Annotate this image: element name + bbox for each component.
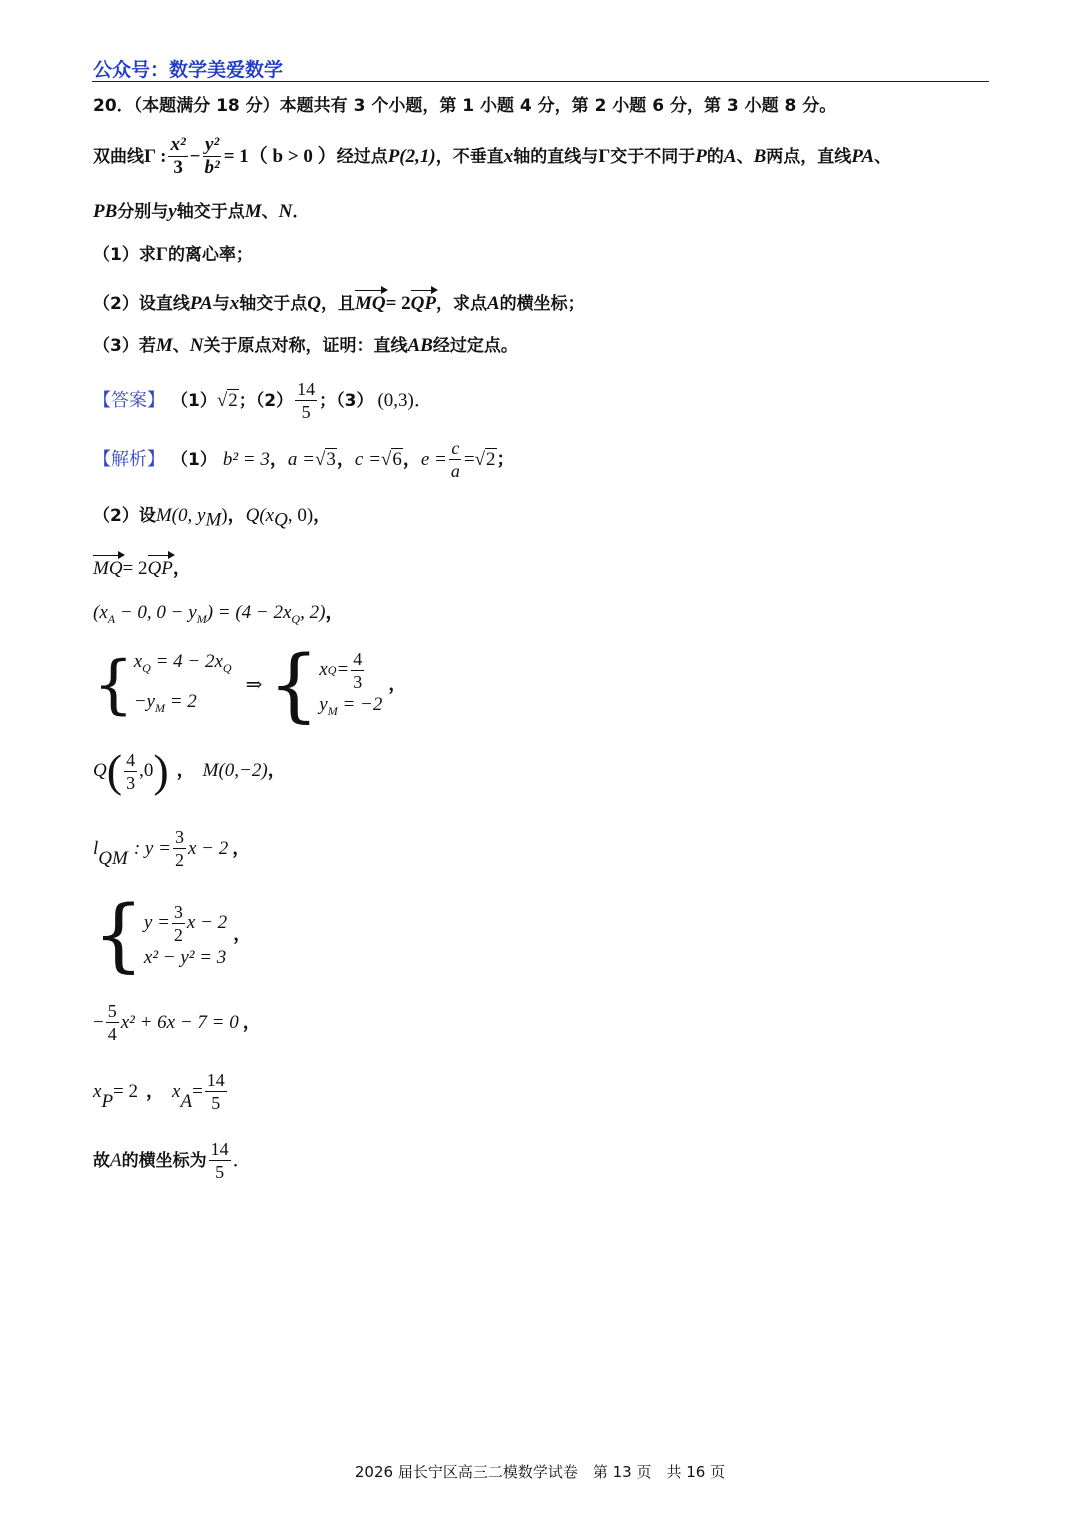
c-eq: c = bbox=[354, 448, 381, 470]
radicand: 2 bbox=[228, 389, 238, 411]
q2-text: ，且 bbox=[320, 294, 355, 314]
q3-text: 经过定点。 bbox=[432, 336, 518, 356]
paren: , 0) bbox=[287, 505, 314, 526]
a-eq: a = bbox=[287, 448, 315, 470]
q3-label: （3）若 bbox=[93, 336, 156, 356]
frac-num: c bbox=[451, 438, 460, 458]
subscript: Q bbox=[142, 661, 151, 675]
fixed-point: (0,3) bbox=[377, 389, 414, 411]
fraction bbox=[351, 648, 364, 693]
header-rule bbox=[92, 81, 989, 82]
sqrt-expr: √3 bbox=[314, 448, 336, 470]
q2-text: 与 bbox=[212, 294, 230, 314]
q3-n: N bbox=[189, 335, 204, 356]
expr: , 2) bbox=[300, 602, 326, 623]
expr: ,0 bbox=[139, 760, 154, 781]
expr: = bbox=[336, 659, 350, 681]
gamma-symbol: Γ bbox=[598, 145, 611, 167]
comma: ， bbox=[242, 1011, 261, 1033]
p-var: P bbox=[695, 145, 707, 167]
separator: 、 bbox=[261, 202, 279, 222]
e-fraction bbox=[449, 437, 462, 482]
period: ． bbox=[232, 1149, 252, 1171]
expr: = 4 − 2x bbox=[150, 651, 223, 673]
stem-text: 两点，直线 bbox=[766, 146, 852, 167]
sqrt-expr: √2 bbox=[216, 389, 238, 411]
subscript: Q bbox=[222, 661, 232, 675]
part-label: （2）设 bbox=[93, 506, 156, 526]
problem-stem-line1 bbox=[93, 134, 891, 179]
frac-num: 5 bbox=[107, 1001, 117, 1021]
expr: x bbox=[172, 1080, 181, 1102]
pb-line: PB bbox=[93, 201, 118, 222]
comma: ， bbox=[269, 448, 288, 470]
eq-y-frac bbox=[203, 134, 222, 179]
equals: = 2 bbox=[122, 558, 148, 579]
conclusion bbox=[93, 1138, 252, 1183]
frac-den: 4 bbox=[107, 1024, 117, 1044]
analysis-line1 bbox=[93, 437, 515, 482]
comma: ， bbox=[172, 558, 191, 579]
page-footer: 2026 届长宁区高三二模数学试卷 第 13 页 共 16 页 bbox=[354, 1463, 726, 1481]
comma: ， bbox=[227, 505, 246, 526]
analysis-tag: 【解析】 bbox=[93, 448, 165, 470]
question-2 bbox=[93, 288, 585, 316]
expr: = 2 bbox=[164, 691, 197, 712]
stem-text: 轴的直线与 bbox=[513, 146, 599, 167]
paren-open: ( bbox=[106, 745, 123, 796]
m-var: M bbox=[244, 201, 262, 222]
eq-x-frac bbox=[168, 134, 187, 179]
brace: { bbox=[93, 648, 134, 722]
q2-label: （2）设直线 bbox=[93, 294, 190, 314]
fraction bbox=[106, 1000, 119, 1045]
e-eq: e = bbox=[420, 448, 447, 470]
vector-mq: MQ bbox=[355, 288, 386, 316]
eq-minus: − bbox=[189, 145, 201, 167]
roots bbox=[93, 1069, 229, 1114]
analysis-part: （1） bbox=[171, 449, 217, 470]
line-qm bbox=[93, 826, 250, 871]
comma: ， bbox=[388, 674, 407, 695]
q2-eq: = 2 bbox=[385, 293, 411, 314]
answer-part: ；（3） bbox=[319, 390, 374, 411]
frac-den: 3 bbox=[126, 772, 136, 793]
system bbox=[93, 888, 252, 981]
radicand: 2 bbox=[486, 448, 496, 470]
frac-num: 14 bbox=[206, 1070, 225, 1090]
eq-y-den: b² bbox=[204, 157, 220, 178]
eq-y-num: y² bbox=[205, 134, 220, 155]
radicand: 3 bbox=[326, 448, 336, 470]
q2-x: x bbox=[229, 293, 240, 314]
subscript: Q bbox=[291, 611, 301, 626]
answer-fraction bbox=[295, 378, 317, 423]
comma: ， bbox=[336, 448, 355, 470]
sqrt-expr: √6 bbox=[380, 448, 402, 470]
q2-pa: PA bbox=[189, 293, 213, 314]
account-header: 公众号：数学美爱数学 bbox=[93, 59, 284, 81]
subscript: A bbox=[180, 1091, 193, 1112]
text: 故 bbox=[93, 1150, 110, 1171]
frac-den: 2 bbox=[173, 924, 183, 945]
q1-gamma: Γ bbox=[155, 244, 168, 265]
brace: { bbox=[93, 888, 144, 981]
separator: 、 bbox=[736, 146, 754, 167]
point-q: Q bbox=[93, 760, 107, 781]
b-var: B bbox=[753, 145, 767, 167]
coordinate-equation bbox=[93, 600, 344, 631]
comma: ， bbox=[402, 448, 421, 470]
q3-text: 关于原点对称，证明：直线 bbox=[203, 336, 408, 356]
system-3 bbox=[93, 888, 252, 981]
stem-end: ． bbox=[292, 202, 310, 222]
system-1 bbox=[93, 638, 407, 731]
vector-mq: MQ bbox=[93, 553, 123, 581]
analysis-part2 bbox=[93, 504, 331, 533]
a-var: A bbox=[723, 145, 737, 167]
subscript: Q bbox=[327, 663, 337, 678]
frac-den: 5 bbox=[211, 1093, 221, 1113]
expr: = 2 bbox=[113, 1080, 139, 1102]
answer-end: ． bbox=[413, 389, 433, 411]
comma: ， bbox=[325, 601, 345, 623]
expr: ) = (4 − 2x bbox=[206, 602, 292, 623]
system-solve bbox=[93, 638, 407, 731]
x-var: x bbox=[503, 145, 514, 167]
stem-text: 交于不同于 bbox=[610, 146, 696, 167]
answer-part: （1） bbox=[171, 390, 217, 411]
separator: 、 bbox=[874, 146, 892, 167]
subscript: M bbox=[196, 611, 207, 626]
paren-close: ) bbox=[153, 745, 169, 796]
q1-label: （1）求 bbox=[93, 245, 156, 265]
vector-qp: QP bbox=[148, 553, 173, 581]
point-m: M(0,−2) bbox=[202, 760, 268, 781]
subscript: A bbox=[107, 611, 116, 626]
comma: ， bbox=[233, 924, 252, 945]
expr: −y bbox=[133, 691, 155, 712]
system-row bbox=[134, 690, 232, 720]
system-rows bbox=[144, 901, 227, 970]
n-var: N bbox=[278, 201, 293, 222]
subscript: QM bbox=[98, 848, 128, 869]
problem-heading: 20．（本题满分 18 分）本题共有 3 个小题，第 1 小题 4 分，第 2 小题 6 分，第 3 小题 8 分。 bbox=[93, 96, 837, 116]
subscript: M bbox=[154, 700, 165, 715]
frac-den: 5 bbox=[215, 1162, 225, 1182]
frac-den: 2 bbox=[174, 850, 184, 870]
q2-text: 轴交于点 bbox=[239, 294, 308, 314]
points-qm bbox=[93, 745, 286, 796]
semicolon: ； bbox=[496, 448, 515, 470]
expr: x − 2 bbox=[186, 912, 228, 933]
fraction bbox=[205, 1069, 227, 1114]
frac-num: 3 bbox=[173, 901, 183, 922]
subscript: Q bbox=[274, 509, 288, 531]
expr: x bbox=[319, 659, 328, 681]
system-row: x² − y² = 3 bbox=[143, 946, 227, 968]
a-var: A bbox=[110, 1149, 122, 1171]
expr: x² + 6x − 7 = 0 bbox=[120, 1011, 239, 1033]
stem-text: 双曲线 bbox=[93, 146, 144, 167]
expr: = bbox=[192, 1080, 203, 1102]
problem-stem-line2 bbox=[93, 200, 309, 224]
frac-num: 3 bbox=[174, 827, 184, 847]
frac-num: 14 bbox=[210, 1139, 229, 1159]
q2-text: ，求点 bbox=[435, 294, 487, 314]
q3-m: M bbox=[155, 335, 173, 356]
frac-den: a bbox=[450, 461, 460, 481]
system-row bbox=[319, 693, 382, 723]
expr: y = bbox=[143, 912, 170, 933]
text: 的横坐标为 bbox=[121, 1150, 207, 1171]
point-p: P(2,1) bbox=[387, 145, 436, 167]
separator: 、 bbox=[172, 336, 190, 356]
comma: ， bbox=[267, 760, 286, 781]
eq-rhs: = 1 bbox=[223, 145, 249, 167]
point-m: M(0, y bbox=[155, 505, 206, 526]
expr: x − 2 bbox=[187, 837, 229, 859]
eq-x-num: x² bbox=[170, 134, 186, 155]
system-rows bbox=[319, 648, 382, 723]
expr: − 0, 0 − y bbox=[115, 602, 197, 623]
system-row bbox=[319, 648, 382, 693]
equals: = bbox=[463, 448, 475, 470]
brace: { bbox=[268, 638, 320, 731]
subscript: P bbox=[101, 1091, 114, 1112]
subscript: M bbox=[205, 509, 222, 531]
stem-text: ，不垂直 bbox=[435, 146, 504, 167]
expr: : y = bbox=[133, 837, 171, 859]
expr: l bbox=[93, 837, 99, 859]
eq-condition: （ b > 0 ） bbox=[248, 145, 337, 167]
question-3 bbox=[93, 334, 518, 358]
q2-text: 的横坐标； bbox=[499, 294, 585, 314]
system-rows bbox=[134, 650, 232, 720]
fraction bbox=[173, 826, 186, 871]
stem-text: 轴交于点 bbox=[176, 202, 245, 222]
q3-ab: AB bbox=[407, 335, 433, 356]
comma: ， bbox=[176, 760, 195, 781]
y-var: y bbox=[168, 201, 177, 222]
comma: ， bbox=[232, 837, 251, 859]
fraction bbox=[124, 749, 137, 794]
fraction bbox=[209, 1138, 231, 1183]
sqrt-expr: √2 bbox=[474, 448, 496, 470]
q2-q: Q bbox=[307, 293, 321, 314]
vector-equation bbox=[93, 553, 191, 581]
comma: ， bbox=[313, 505, 332, 526]
frac-num: 4 bbox=[353, 648, 363, 669]
expr: y bbox=[319, 693, 328, 715]
frac-num: 14 bbox=[297, 379, 316, 399]
q2-a: A bbox=[486, 293, 500, 314]
system-row bbox=[144, 901, 227, 946]
vector-qp: QP bbox=[411, 288, 436, 316]
quadratic bbox=[93, 1000, 261, 1045]
stem-text: 的 bbox=[706, 146, 724, 167]
answer-tag: 【答案】 bbox=[93, 389, 165, 411]
b-squared: b² = 3 bbox=[222, 448, 270, 470]
q1-text: 的离心率； bbox=[167, 245, 253, 265]
implies-symbol: ⇒ bbox=[245, 674, 263, 696]
stem-text: 分别与 bbox=[117, 202, 169, 222]
minus: − bbox=[93, 1011, 104, 1033]
question-1 bbox=[93, 243, 253, 267]
radicand: 6 bbox=[392, 448, 402, 470]
comma: ， bbox=[146, 1080, 165, 1102]
pa-line: PA bbox=[851, 145, 875, 167]
eq-x-den: 3 bbox=[173, 157, 183, 178]
expr: (x bbox=[93, 602, 108, 623]
fraction bbox=[172, 901, 185, 946]
system-row bbox=[134, 650, 232, 680]
frac-den: 5 bbox=[301, 402, 311, 422]
expr: x bbox=[133, 651, 143, 673]
point-q: Q(x bbox=[245, 505, 275, 526]
expr: x bbox=[93, 1080, 102, 1102]
answer-line bbox=[93, 378, 433, 423]
paren: ) bbox=[221, 505, 228, 526]
answer-part: ；（2） bbox=[238, 390, 294, 411]
stem-text: 经过点 bbox=[336, 146, 388, 167]
subscript: M bbox=[327, 703, 338, 718]
expr: = −2 bbox=[337, 693, 383, 715]
curve-name: Γ : bbox=[144, 145, 167, 167]
frac-den: 3 bbox=[353, 671, 363, 692]
frac-num: 4 bbox=[126, 749, 136, 770]
